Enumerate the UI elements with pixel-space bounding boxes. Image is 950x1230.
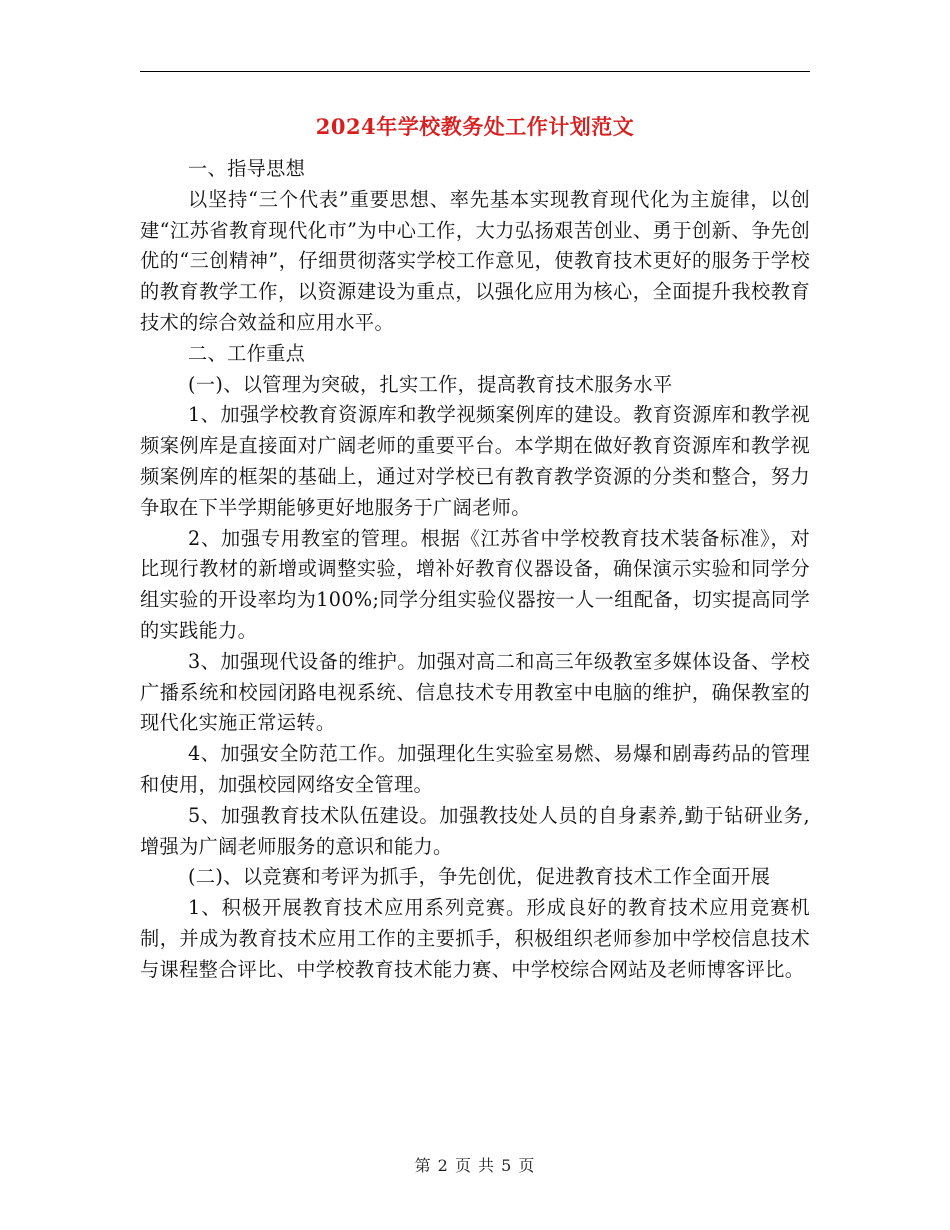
subheading-management: (一)、以管理为突破，扎实工作，提高教育技术服务水平	[188, 372, 673, 396]
page-footer: 第 2 页 共 5 页	[414, 1156, 536, 1175]
subheading-competitions: (二)、以竞赛和考评为抓手，争先创优，促进教育技术工作全面开展	[188, 865, 771, 889]
paragraph-item-5-team-building: 5、加强教育技术队伍建设。加强教技处人员的自身素养,勤于钻研业务,增强为广阔老师服务的意识和能力。	[140, 803, 810, 858]
heading-work-focus: 二、工作重点	[188, 341, 306, 365]
paragraph-guiding-ideology: 以坚持“三个代表”重要思想、率先基本实现教育现代化为主旋律，以创建“江苏省教育现代化市”为中心工作，大力弘扬艰苦创业、勇于创新、争先创优的“三创精神”，仔细贯彻落实学校工作意见，使教育技术更好的服务于学校的教育教学工作，以资源建设为重点，以强化应用为核心，全面提升我校教育技术的综合效益和应用水平。	[140, 187, 810, 334]
document-body	[140, 154, 810, 986]
header-rule	[140, 71, 810, 72]
paragraph-item-4-safety: 4、加强安全防范工作。加强理化生实验室易燃、易爆和剧毒药品的管理和使用，加强校园网络安全管理。	[140, 742, 810, 796]
document-title: 2024年学校教务处工作计划范文	[315, 114, 635, 139]
paragraph-item-3-equipment-maintenance: 3、加强现代设备的维护。加强对高二和高三年级教室多媒体设备、学校广播系统和校园闭路电视系统、信息技术专用教室中电脑的维护，确保教室的现代化实施正常运转。	[140, 649, 810, 735]
paragraph-item-2-special-classrooms: 2、加强专用教室的管理。根据《江苏省中学校教育技术装备标准》，对比现行教材的新增或调整实验，增补好教育仪器设备，确保演示实验和同学分组实验的开设率均为100%;同学分组实验仪器按一人一组配备，切实提高同学的实践能力。	[140, 526, 810, 642]
heading-guiding-ideology: 一、指导思想	[188, 157, 306, 180]
paragraph-item-1-competitions: 1、积极开展教育技术应用系列竞赛。形成良好的教育技术应用竞赛机制，并成为教育技术应用工作的主要抓手，积极组织老师参加中学校信息技术与课程整合评比、中学校教育技术能力赛、中学校综合网站及老师博客评比。	[140, 896, 810, 981]
paragraph-item-1-resource-library: 1、加强学校教育资源库和教学视频案例库的建设。教育资源库和教学视频案例库是直接面对广阔老师的重要平台。本学期在做好教育资源库和教学视频案例库的框架的基础上，通过对学校已有教育教学资源的分类和整合，努力争取在下半学期能够更好地服务于广阔老师。	[140, 403, 810, 519]
